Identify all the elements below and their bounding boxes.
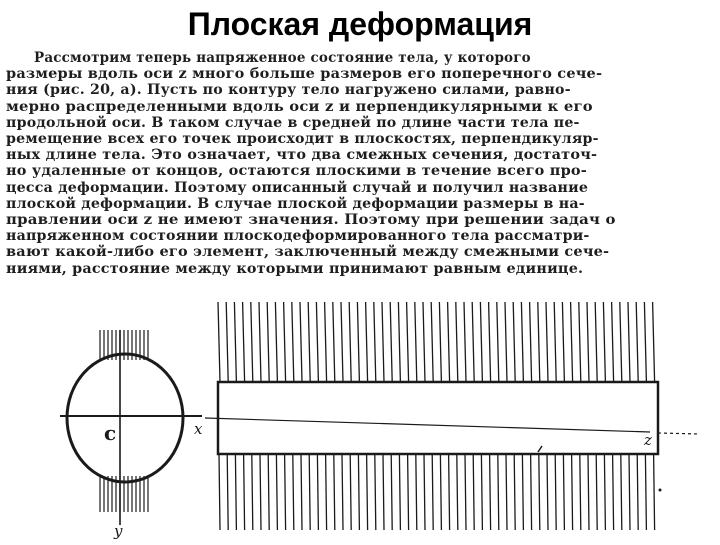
load-line: [531, 454, 532, 530]
load-line: [407, 302, 409, 382]
load-line: [399, 454, 400, 530]
load-line: [267, 302, 269, 382]
load-line: [498, 454, 499, 530]
load-line: [588, 454, 589, 530]
z-axis-label: z: [644, 431, 652, 449]
load-line: [334, 454, 335, 530]
load-line: [554, 302, 556, 382]
text-line: плоской деформации. В случае плоской деформации размеры в на-: [6, 195, 585, 212]
load-line: [644, 302, 646, 382]
text-line: вают какой-либо его элемент, заключенный между смежными сече-: [6, 244, 610, 261]
load-line: [317, 454, 318, 530]
load-line: [490, 454, 491, 530]
load-line: [636, 302, 638, 382]
load-line: [505, 302, 507, 382]
load-line: [572, 454, 573, 530]
load-line: [424, 454, 425, 530]
slide-title: Плоская деформация: [187, 6, 533, 42]
load-line: [326, 454, 327, 530]
load-line: [350, 454, 351, 530]
scan-speck: [659, 489, 662, 492]
load-line: [472, 302, 474, 382]
top-load-lines: [218, 302, 655, 382]
cross-section-label: с: [104, 421, 117, 445]
load-line: [226, 302, 228, 382]
bottom-load-lines: [219, 454, 655, 530]
load-line: [285, 454, 286, 530]
load-line: [546, 302, 548, 382]
load-line: [603, 302, 605, 382]
load-line: [390, 302, 392, 382]
load-line: [342, 454, 343, 530]
load-line: [275, 302, 277, 382]
text-line: ния (рис. 20, а). Пусть по контуру тело нагружено силами, равно-: [6, 82, 571, 99]
load-line: [391, 454, 392, 530]
text-line: Рассмотрим теперь напряженное состояние тела, у которого: [34, 50, 531, 66]
load-line: [464, 302, 466, 382]
load-line: [489, 302, 491, 382]
load-line: [227, 454, 228, 530]
load-line: [431, 302, 433, 382]
load-line: [522, 454, 523, 530]
load-line: [571, 302, 573, 382]
load-line: [375, 454, 376, 530]
x-axis-label: x: [194, 420, 203, 438]
load-line: [620, 302, 622, 382]
load-line: [465, 454, 466, 530]
load-line: [341, 302, 343, 382]
load-line: [308, 302, 310, 382]
load-line: [423, 302, 425, 382]
load-line: [243, 302, 245, 382]
load-line: [563, 454, 564, 530]
load-line: [456, 302, 458, 382]
load-line: [595, 302, 597, 382]
load-line: [358, 454, 359, 530]
load-line: [259, 302, 261, 382]
load-line: [301, 454, 302, 530]
load-line: [357, 302, 359, 382]
plane-strain-figure: [60, 300, 720, 540]
load-line: [300, 302, 302, 382]
load-line: [480, 302, 482, 382]
load-line: [219, 454, 220, 530]
load-line: [562, 302, 564, 382]
load-line: [440, 454, 441, 530]
text-line: продольной оси. В таком случае в средней по длине части тела пе-: [6, 114, 580, 131]
load-line: [398, 302, 400, 382]
load-line: [382, 302, 384, 382]
text-line: напряженном состоянии плоскодеформированного тела рассматри-: [6, 228, 590, 245]
load-line: [374, 302, 376, 382]
load-line: [604, 454, 605, 530]
load-line: [235, 454, 236, 530]
load-line: [292, 302, 294, 382]
text-line: правлении оси z не имеют значения. Поэтому при решении задач о: [6, 212, 616, 229]
load-line: [293, 454, 294, 530]
load-line: [481, 454, 482, 530]
load-line: [449, 454, 450, 530]
load-line: [547, 454, 548, 530]
load-line: [645, 454, 646, 530]
load-line: [251, 302, 253, 382]
figure-svg: [60, 300, 720, 540]
load-line: [497, 302, 499, 382]
load-line: [473, 454, 474, 530]
load-line: [439, 302, 441, 382]
load-line: [637, 454, 638, 530]
load-line: [244, 454, 245, 530]
load-line: [349, 302, 351, 382]
load-line: [218, 302, 220, 382]
text-line: ных длине тела. Это означает, что два смежных сечения, достаточ-: [6, 147, 598, 164]
load-line: [506, 454, 507, 530]
load-line: [383, 454, 384, 530]
load-line: [432, 454, 433, 530]
load-line: [555, 454, 556, 530]
long-body-diagram: [205, 302, 700, 530]
load-line: [621, 454, 622, 530]
text-line: цесса деформации. Поэтому описанный случай и получил название: [6, 179, 589, 196]
load-line: [579, 302, 581, 382]
load-line: [513, 302, 515, 382]
load-line: [367, 454, 368, 530]
text-line: размеры вдоль оси z много больше размеров его поперечного сече-: [6, 66, 603, 83]
load-line: [415, 302, 417, 382]
load-line: [252, 454, 253, 530]
cross-section-circle: [67, 354, 183, 482]
text-line: ниями, расстояние между которыми принимают равным единице.: [6, 260, 584, 277]
load-line: [448, 302, 450, 382]
load-line: [653, 302, 655, 382]
load-line: [268, 454, 269, 530]
load-line: [613, 454, 614, 530]
scanned-paragraph: [6, 50, 716, 320]
load-line: [260, 454, 261, 530]
load-line: [628, 302, 630, 382]
long-body-rect: [218, 382, 658, 454]
load-line: [521, 302, 523, 382]
load-line: [276, 454, 277, 530]
load-line: [366, 302, 368, 382]
load-line: [612, 302, 614, 382]
load-line: [316, 302, 318, 382]
text-line: но удаленные от концов, остаются плоскими в течение всего про-: [6, 163, 587, 180]
load-line: [539, 454, 540, 530]
load-line: [416, 454, 417, 530]
load-line: [629, 454, 630, 530]
load-line: [538, 302, 540, 382]
text-line: ремещение всех его точек происходит в плоскостях, перпендикуляр-: [6, 131, 599, 148]
load-line: [309, 454, 310, 530]
load-line: [580, 454, 581, 530]
text-line: мерно распределенными вдоль оси z и перпендикулярными к его: [6, 98, 593, 115]
load-line: [457, 454, 458, 530]
cross-section-diagram: [60, 330, 203, 540]
y-axis-label: y: [114, 522, 123, 540]
load-line: [530, 302, 532, 382]
load-line: [514, 454, 515, 530]
load-line: [408, 454, 409, 530]
load-line: [333, 302, 335, 382]
load-line: [325, 302, 327, 382]
load-line: [596, 454, 597, 530]
load-line: [587, 302, 589, 382]
z-axis-tail: [658, 433, 700, 434]
load-line: [284, 302, 286, 382]
load-line: [234, 302, 236, 382]
load-line: [654, 454, 655, 530]
